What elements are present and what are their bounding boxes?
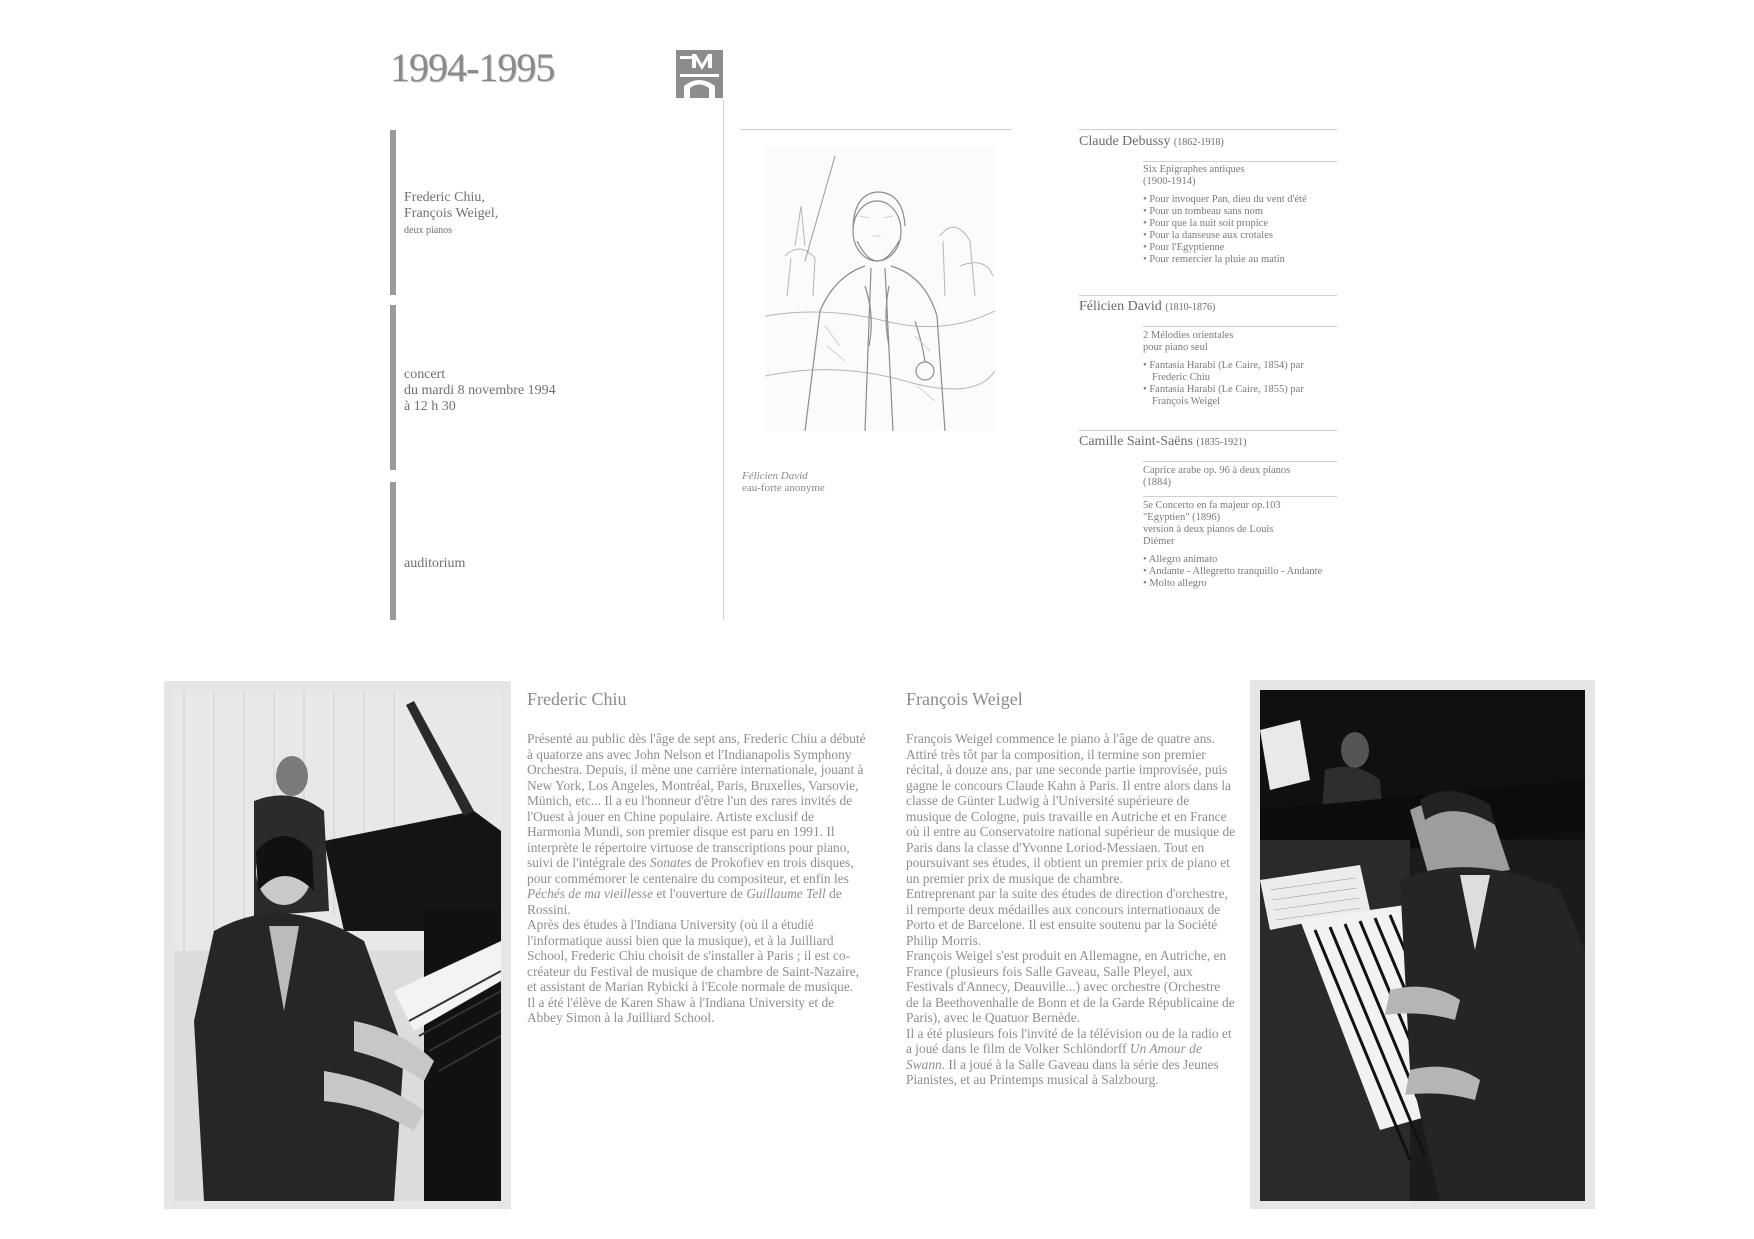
photo-francois-weigel xyxy=(1250,680,1595,1209)
bio-weigel xyxy=(906,731,1236,1088)
movement-item: • Pour l'Egyptienne xyxy=(1143,242,1343,254)
movement-item: • Fantasia Harabi (Le Caire, 1854) par Frederic Chiu xyxy=(1143,360,1333,384)
bio-paragraph: François Weigel commence le piano à l'âge de quatre ans. Attiré très tôt par la composition, il termine son premier récital, à douze ans, par une seconde partie improvisée, puis gagne le concours Claude Kahn à Paris. Il entre alors dans la classe de Günter Ludwig à l'Université supérieure de musique de Cologne, puis travaille en Autriche et en France où il entre au Conservatoire national supérieur de musique de Paris dans la classe d'Yvonne Loriod-Messiaen. Tout en poursuivant ses études, il obtient un premier prix de piano et un premier prix de musique de chambre. xyxy=(906,731,1236,886)
rule xyxy=(740,129,1012,130)
movement-item: • Molto allegro xyxy=(1143,578,1333,590)
work-title-line: Six Epigraphes antiques xyxy=(1143,164,1245,175)
concert-block xyxy=(404,367,556,415)
composer-saint-saens xyxy=(1079,434,1246,450)
section-bar xyxy=(390,305,396,470)
caption-description: eau-forte anonyme xyxy=(742,482,825,494)
composer-name: Camille Saint-Saëns xyxy=(1079,434,1193,449)
bio-text: Présenté au public dès l'âge de sept ans, Frederic Chiu a débuté à quatorze ans avec John Nelson et l'Indianapolis Symphony Orchestra. Depuis, il mène une carrière internationale, jouant à New York, Los Angeles, Montréal, Paris, Bruxelles, Varsovie, Münich, etc... Il a eu l'honneur d'être l'un des rares invités de l'Ouest à jouer en Chine populaire. Artiste exclusif de Harmonia Mundi, son premier disque est paru en 1991. Il interprète le répertoire virtuose de transcriptions pour piano, suivi de l'intégrale des xyxy=(527,731,866,870)
movement-list xyxy=(1143,194,1343,266)
rule xyxy=(1143,326,1337,327)
work-title xyxy=(1143,500,1343,548)
work-title-line: 5e Concerto en fa majeur op.103 xyxy=(1143,500,1281,511)
work-title-line: 2 Mélodies orientales xyxy=(1143,330,1234,341)
work-title xyxy=(1143,465,1343,489)
work-title-line: "Egyptien" (1896) xyxy=(1143,512,1221,523)
bio-title-weigel: François Weigel xyxy=(906,689,1023,709)
photo-frederic-chiu xyxy=(164,681,511,1209)
work-title-line: Caprice arabe op. 96 à deux pianos xyxy=(1143,465,1291,476)
movement-item: • Pour remercier la pluie au matin xyxy=(1143,254,1343,266)
rule xyxy=(1079,129,1337,130)
bio-text: Il a été plusieurs fois l'invité de la télévision ou de la radio et a joué dans le film de Volker Schlöndorff xyxy=(906,1025,1232,1056)
movement-item: • Pour que la nuit soit propice xyxy=(1143,218,1343,230)
movement-item: • Pour invoquer Pan, dieu du vent d'été xyxy=(1143,194,1343,206)
concert-date: du mardi 8 novembre 1994 xyxy=(404,383,556,398)
work-title-line: Diémer xyxy=(1143,536,1175,547)
bio-paragraph: Il a été l'élève de Karen Shaw à l'Indiana University et de Abbey Simon à la Juilliard School. xyxy=(527,994,835,1025)
bio-chiu xyxy=(527,731,867,1026)
season-year: 1994-1995 xyxy=(390,45,555,90)
bio-paragraph xyxy=(906,1026,1236,1088)
performers-block xyxy=(404,190,498,239)
pianist-photo-icon xyxy=(1260,690,1585,1201)
movement-item: • Andante - Allegretto tranquillo - Andante xyxy=(1143,566,1333,578)
rule xyxy=(1079,295,1337,296)
performer-name: François Weigel, xyxy=(404,206,499,221)
work-title-line: pour piano seul xyxy=(1143,342,1208,353)
work-title-line: version à deux pianos de Louis xyxy=(1143,524,1274,535)
rule xyxy=(1079,430,1337,431)
rule xyxy=(1143,161,1337,162)
bio-paragraph xyxy=(527,731,867,917)
bio-title-chiu: Frederic Chiu xyxy=(527,689,627,709)
bio-paragraph: François Weigel s'est produit en Allemagne, en Autriche, en France (plusieurs fois Salle Gaveau, Salle Pleyel, aux Festivals d'Annecy, Deauville...) avec orchestre (Orchestre de la Beethovenhalle de Bonn et de la Garde Républicaine de Paris), avec le Quatuor Bernède. xyxy=(906,948,1235,1025)
movement-item: • Fantasia Harabi (Le Caire, 1855) par François Weigel xyxy=(1143,384,1333,408)
pianist-photo-icon xyxy=(174,691,501,1201)
section-bar xyxy=(390,130,396,295)
bio-text: de Prokofiev en trois disques, pour commémorer le centenaire du compositeur, et enfin les xyxy=(527,855,854,886)
work-title xyxy=(1143,330,1343,354)
column-divider xyxy=(723,100,724,620)
illustration-caption xyxy=(742,470,825,494)
bio-paragraph: Entreprenant par la suite des études de direction d'orchestre, il remporte deux médailles aux concours internationaux de Porto et de Barcelone. Il est ensuite soutenu par la Société Philip Morris. xyxy=(906,886,1228,948)
movement-list xyxy=(1143,360,1333,408)
rule xyxy=(1143,496,1337,497)
bio-emphasis: Péchés de ma vieillesse xyxy=(527,886,654,901)
performer-name: Frederic Chiu, xyxy=(404,190,485,205)
composer-name: Claude Debussy xyxy=(1079,134,1171,149)
composer-dates: (1810-1876) xyxy=(1165,302,1216,313)
movement-item: • Pour la danseuse aux crotales xyxy=(1143,230,1343,242)
composer-dates: (1835-1921) xyxy=(1196,437,1247,448)
movement-item: • Allegro animato xyxy=(1143,554,1333,566)
composer-name: Félicien David xyxy=(1079,299,1162,314)
work-title-line: (1900-1914) xyxy=(1143,176,1196,187)
felicien-david-portrait-icon xyxy=(765,146,995,431)
work-title xyxy=(1143,164,1343,188)
bio-paragraph: Après des études à l'Indiana University (où il a étudié l'informatique aussi bien que la musique), et à la Juilliard School, Frederic Chiu choisit de s'installer à Paris ; il est co-créateur du Festival de musique de chambre de Saint-Nazaire, et assistant de Marian Rybicki à l'Ecole normale de musique. xyxy=(527,917,860,994)
venue: auditorium xyxy=(404,556,466,571)
bio-text: et l'ouverture de xyxy=(656,886,743,901)
rule xyxy=(1143,461,1337,462)
movement-list xyxy=(1143,554,1333,590)
composer-debussy xyxy=(1079,134,1224,150)
concert-label: concert xyxy=(404,367,446,382)
work-title-line: (1884) xyxy=(1143,477,1171,488)
caption-name: Félicien David xyxy=(742,470,808,482)
bio-emphasis: Guillaume Tell xyxy=(746,886,826,901)
concert-time: à 12 h 30 xyxy=(404,399,456,414)
bio-emphasis: Sonates xyxy=(649,855,692,870)
bio-text: Il a joué à la Salle Gaveau dans la série des Jeunes Pianistes, et au Printemps musical à Salzbourg. xyxy=(906,1056,1219,1087)
composer-david xyxy=(1079,299,1215,315)
museum-logo-icon xyxy=(676,50,723,98)
composer-dates: (1862-1918) xyxy=(1173,137,1224,148)
performer-instrument: deux pianos xyxy=(404,225,453,236)
bio-emphasis: Un Amour de Swann. xyxy=(906,1041,1202,1072)
section-bar xyxy=(390,482,396,620)
movement-item: • Pour un tombeau sans nom xyxy=(1143,206,1343,218)
bio-text: de Rossini. xyxy=(527,886,842,917)
